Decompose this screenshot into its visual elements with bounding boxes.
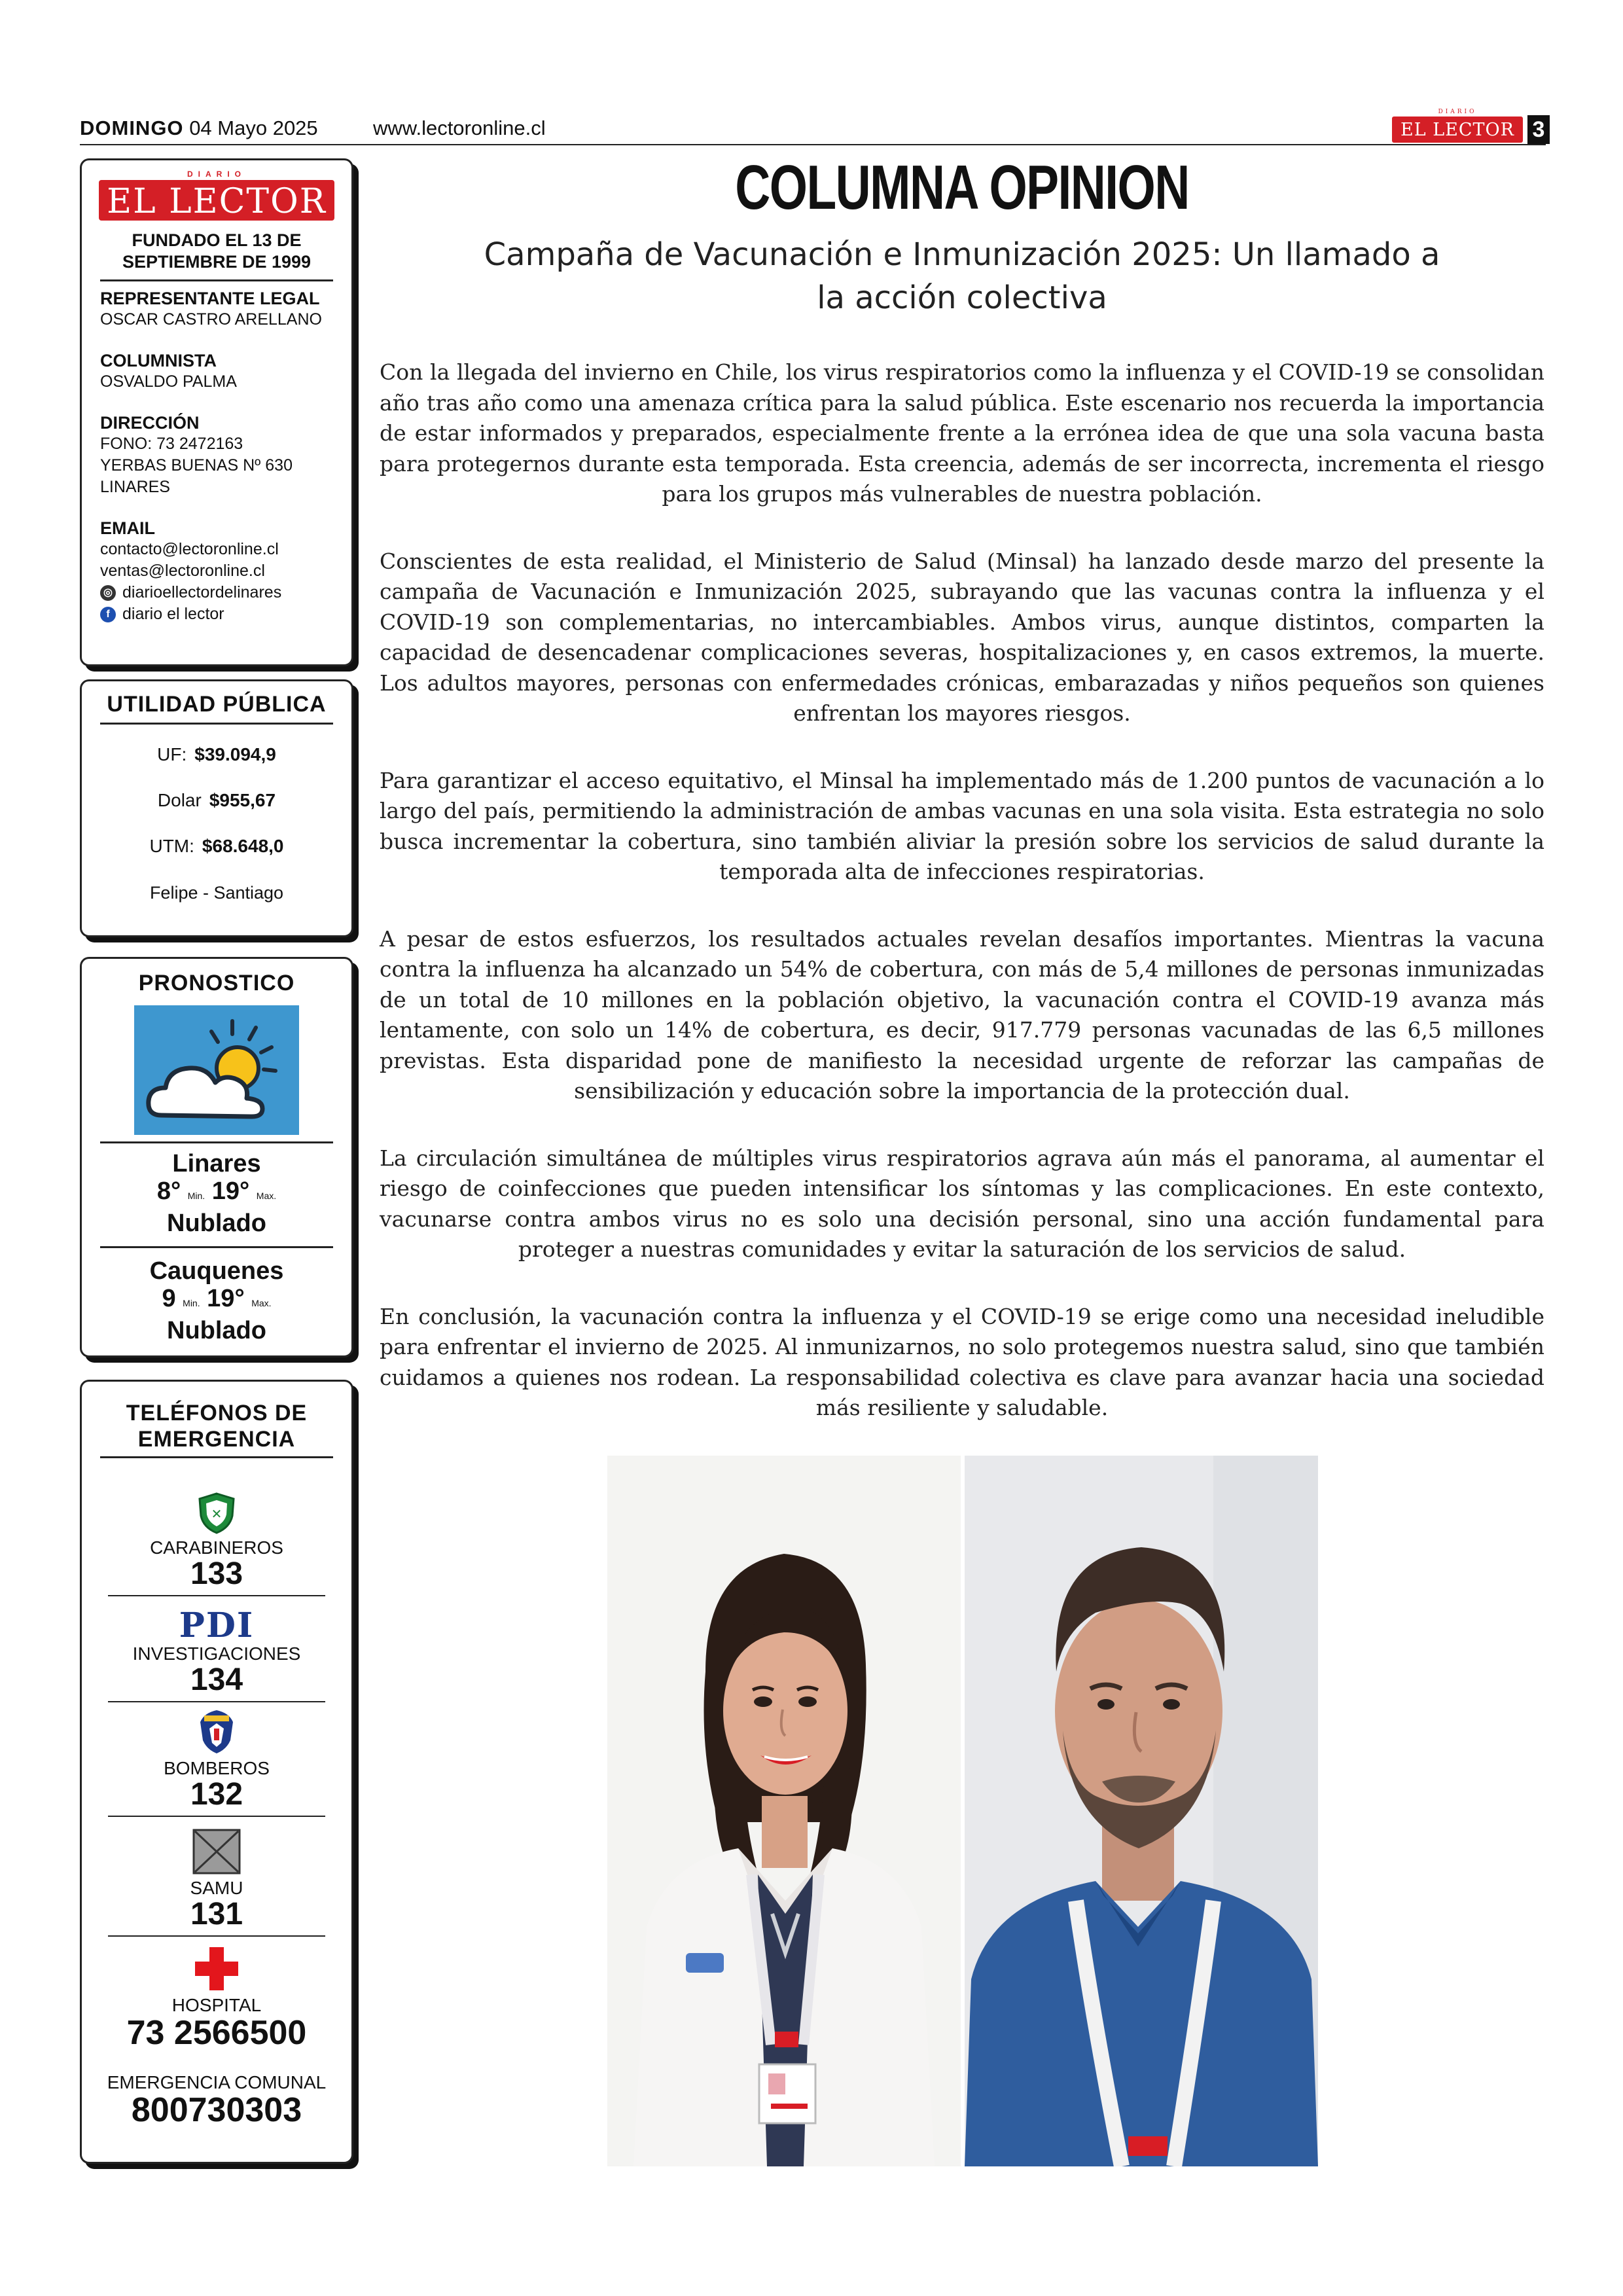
rep-label: REPRESENTANTE LEGAL [100,289,320,308]
service-name: BOMBEROS [164,1758,270,1778]
emergency-bomberos[interactable] [82,1709,351,1817]
pronostico-box [80,957,353,1357]
carabineros-shield-icon [82,1492,351,1537]
weather-condition: Nublado [167,1210,266,1237]
emergency-samu[interactable] [82,1829,351,1937]
article-paragraph: Para garantizar el acceso equitativo, el Minsal ha implementado más de 1.200 puntos de vacunación a lo largo del país, permitiendo la administración de ambas vacunas en una sola visita. Esta estrategia no solo busca incrementar la cobertura, sino también aliviar la presión sobre los servicios de salud durante la temporada alta de infecciones respiratorias. [380,767,1544,884]
rep-value: OSCAR CASTRO ARELLANO [100,310,322,329]
emergency-phones-box [80,1380,353,2164]
service-number: 131 [190,1897,243,1931]
article-paragraph: Conscientes de esta realidad, el Ministerio de Salud (Minsal) ha lanzado desde marzo del presente la campaña de Vacunación e Inmunización 2025, subrayando que las vacunas contra la influenza y el COVID-19 son complementarias, no intercambiables. Ambos virus, aunque distintos, comparten la capacidad de desencadenar complicaciones severas, hospitalizaciones y, en casos extremos, la muerte. Los adultos mayores, personas con enfermedades crónicas, embarazadas y niños pequeños son quienes enfrentan los mayores riesgos. [380,548,1544,726]
facebook-link[interactable] [100,603,333,625]
utilidad-title: UTILIDAD PÚBLICA [107,692,327,717]
instagram-link[interactable] [100,582,333,603]
logo-diario-text: DIARIO [1438,109,1477,115]
svg-text:✕: ✕ [211,1506,223,1522]
utilidad-publica-box [80,679,353,937]
divider [100,723,333,725]
bomberos-badge-icon [82,1709,351,1758]
pdi-logo: PDI [179,1605,255,1645]
page-number: 3 [1527,115,1550,144]
header-divider [80,144,1546,145]
divider [100,1456,333,1458]
city-name: Linares [172,1150,261,1177]
article-paragraph: La circulación simultánea de múltiples virus respiratorios agrava aún más el panorama, al aumentar el riesgo de coinfecciones que pueden intensificar los síntomas y las complicaciones. En este contexto, vacunarse contra ambos virus no es solo una decisión personal, sino una acción fundamental para proteger a nuestras comunidades y evitar la saturación de los servicios de salud. [380,1145,1544,1262]
logo-text: EL LECTOR [1400,120,1514,140]
instagram-handle: diarioellectordelinares [122,583,282,601]
instagram-icon: ◎ [100,585,116,601]
divider [100,279,333,281]
article-paragraph: En conclusión, la vacunación contra la influenza y el COVID-19 se erige como una necesidad ineludible para enfrentar el invierno de 2025. Al inmunizarnos, no solo protegemos nuestra salud, sino que también cuidamos a quienes nos rodean. La responsabilidad colectiva es clave para avanzar hacia una sociedad más resiliente y saludable. [380,1303,1544,1420]
emergency-pdi[interactable] [82,1605,351,1702]
section-title: COLUMNA OPINION [735,152,1189,223]
email-label: EMAIL [100,518,155,538]
divider [108,1701,325,1702]
indicator-utm: UTM: $68.648,0 [149,836,284,856]
columnist-label: COLUMNISTA [100,351,217,370]
emergency-comunal[interactable] [82,2072,351,2127]
service-name: INVESTIGACIONES [132,1643,301,1664]
facebook-icon: f [100,607,116,622]
masthead-box [80,158,353,666]
divider [100,1246,333,1248]
divider [108,1595,325,1596]
headline-line-2: la acción colectiva [817,279,1107,316]
page-header [80,109,1546,145]
temperature-range: 9 Min. 19° Max. [162,1285,272,1312]
service-name: CARABINEROS [150,1537,283,1558]
facebook-handle: diario el lector [122,605,224,623]
service-name: SAMU [190,1878,243,1898]
address-label: DIRECCIÓN [100,413,200,433]
website-link[interactable]: www.lectoronline.cl [373,117,546,139]
article-body [380,357,1544,1460]
red-cross-icon [82,1946,351,1995]
issue-date [80,117,318,140]
address-street: YERBAS BUENAS Nº 630 [100,456,293,475]
newspaper-logo-small [1392,109,1523,143]
indicator-uf: UF: $39.094,9 [157,744,276,764]
columnist-value: OSVALDO PALMA [100,372,237,391]
address-phone: FONO: 73 2472163 [100,435,243,453]
founded-text: FUNDADO EL 13 DE SEPTIEMBRE DE 1999 [122,230,312,272]
partly-cloudy-icon [134,1005,299,1135]
issue-date-text: 04 Mayo 2025 [189,117,318,139]
address-city: LINARES [100,478,170,496]
divider [108,1935,325,1937]
forecast-cauquenes [82,1257,351,1344]
logo-text: EL LECTOR [107,182,327,221]
samu-icon [82,1829,351,1878]
service-name: HOSPITAL [171,1995,262,2015]
weather-condition: Nublado [167,1317,266,1344]
divider [100,1141,333,1143]
utilidad-source: Felipe - Santiago [149,883,284,903]
service-number: 134 [190,1662,243,1697]
city-name: Cauquenes [149,1257,284,1285]
service-number: 73 2566500 [126,2014,307,2052]
service-number: 800730303 [131,2091,302,2129]
service-number: 133 [190,1556,243,1591]
emergency-title: TELÉFONOS DE EMERGENCIA [126,1401,308,1452]
issue-day: DOMINGO [80,117,184,139]
service-name: EMERGENCIA COMUNAL [107,2072,327,2092]
newspaper-logo [99,170,334,221]
email-ventas[interactable]: ventas@lectoronline.cl [100,562,265,580]
photo-woman [607,1456,961,2166]
emergency-carabineros[interactable] [82,1492,351,1596]
headline-line-1: Campaña de Vacunación e Inmunización 2025: Un llamado a [484,236,1440,273]
article-paragraph: Con la llegada del invierno en Chile, los virus respiratorios como la influenza y el COVID-19 se consolidan año tras año como una amenaza crítica para la salud pública. Este escenario nos recuerda la importancia de estar informados y preparados, especialmente frente a la errónea idea de que una sola vacuna basta para protegernos durante esta temporada. Esta creencia, además de ser incorrecta, incrementa el riesgo para los grupos más vulnerables de nuestra población. [380,359,1544,507]
logo-diario-text: DIARIO [187,170,246,179]
temperature-range: 8° Min. 19° Max. [156,1177,277,1205]
indicator-dolar: Dolar $955,67 [157,790,276,810]
forecast-linares [82,1150,351,1237]
author-photos [607,1456,1318,2166]
emergency-hospital[interactable] [82,1946,351,2050]
divider [108,1816,325,1817]
photo-man [965,1456,1318,2166]
article-headline [458,233,1466,319]
article-paragraph: A pesar de estos esfuerzos, los resultados actuales revelan desafíos importantes. Mientras la vacuna contra la influenza ha alcanzado un 54% de cobertura, con más de 5,4 millones de personas inmunizadas de un total de 10 millones en la población objetivo, la vacunación contra el COVID-19 avanza más lentamente, con solo un 14% de cobertura, es decir, 917.779 personas vacunadas de las 6,5 millones previstas. Esta disparidad pone de manifiesto la necesidad urgente de reforzar las campañas de sensibilización y educación sobre la importancia de la protección dual. [380,925,1544,1103]
email-contacto[interactable]: contacto@lectoronline.cl [100,540,279,558]
service-number: 132 [190,1777,243,1812]
pronostico-title: PRONOSTICO [138,971,295,996]
